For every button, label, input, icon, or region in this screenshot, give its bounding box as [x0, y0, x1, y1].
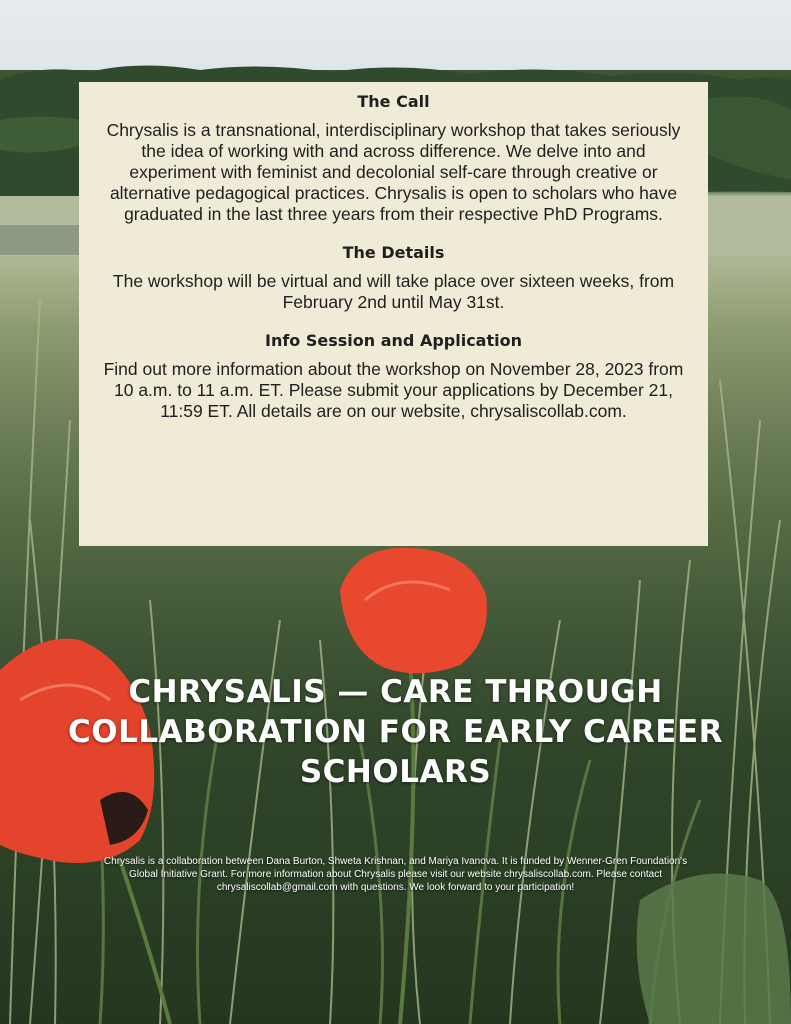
details-body: The workshop will be virtual and will take place over sixteen weeks, from February 2nd until May 31st. [112, 271, 675, 312]
details-heading: The Details [342, 243, 445, 262]
call-body: Chrysalis is a transnational, interdisciplinary workshop that takes seriously the idea of working with and across difference. We delve into and experiment with feminist and decolonial self-care through creative or alternative pedagogical practices. Chrysalis is open to scholars who have graduated in the last three years from their respective PhD Programs. [106, 120, 681, 224]
call-heading: The Call [357, 92, 430, 111]
info-card [79, 82, 708, 546]
poppy-flower [340, 548, 487, 674]
info-body: Find out more information about the workshop on November 28, 2023 from 10 a.m. to 11 a.m. ET. Please submit your applications by December 21, 11:59 ET. All details are on our website, chrysaliscollab.com. [103, 359, 684, 421]
info-heading: Info Session and Application [265, 331, 522, 350]
headline: CHRYSALIS — CARE THROUGH COLLABORATION FOR EARLY CAREER SCHOLARS [67, 674, 724, 790]
leaf [637, 873, 791, 1024]
footer-note: Chrysalis is a collaboration between Dana Burton, Shweta Krishnan, and Mariya Ivanova. It is funded by Wenner-Gren Foundation's Global Initiative Grant. For more information about Chrysalis please visit our website chrysaliscollab.com. Please contact chrysaliscollab@gmail.com with questions. We look forward to your participation! [103, 856, 688, 893]
field-path [0, 225, 80, 255]
